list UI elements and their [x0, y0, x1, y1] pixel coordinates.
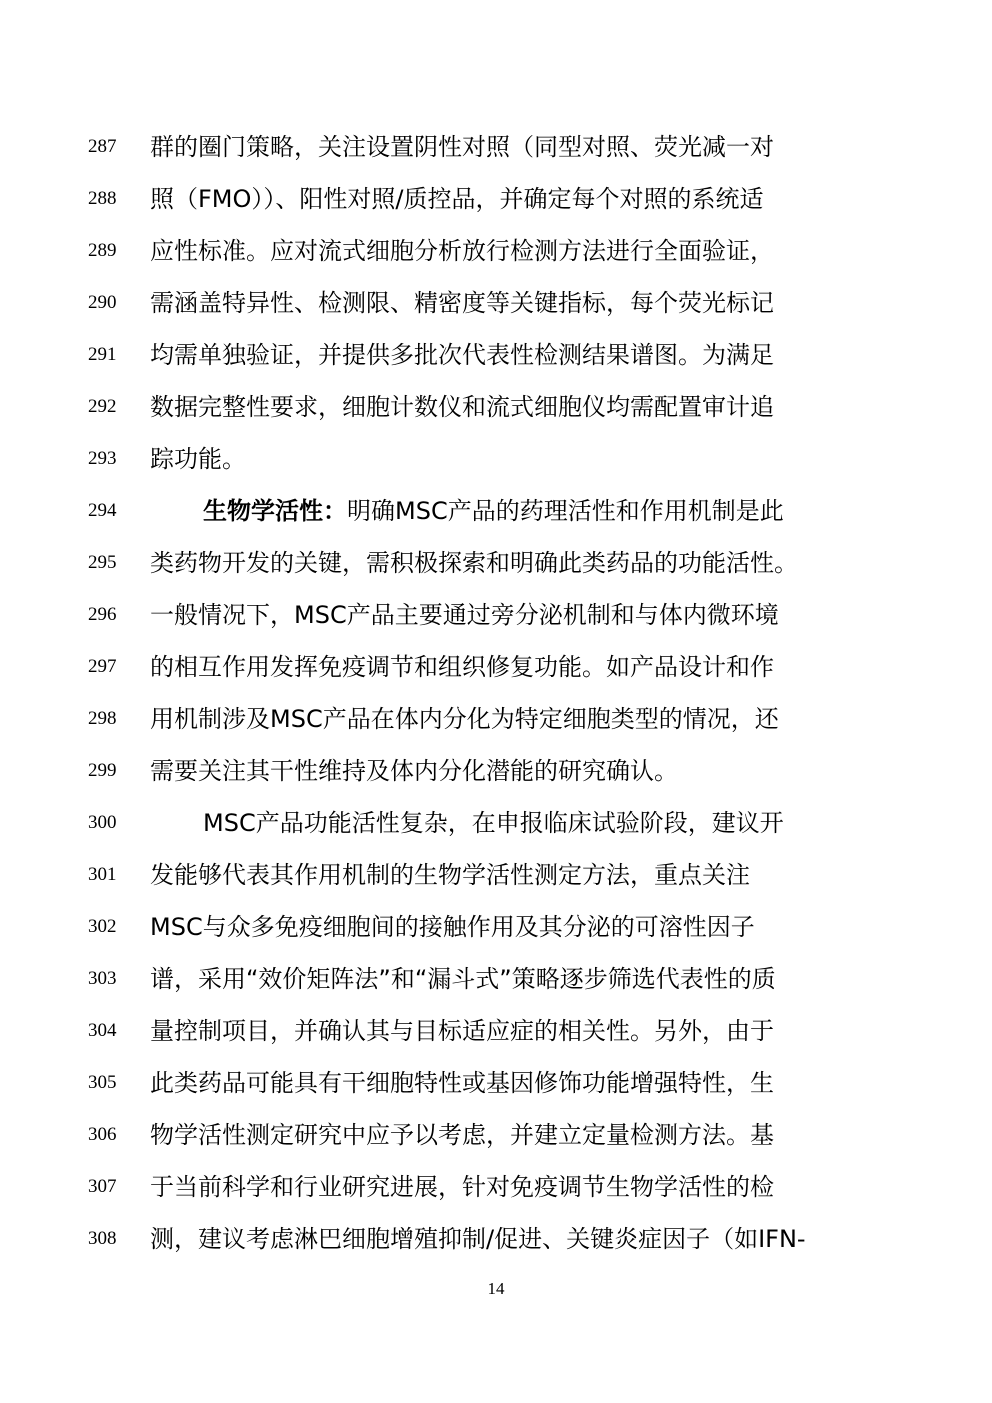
line-text: 于当前科学和行业研究进展，针对免疫调节生物学活性的检 [150, 1173, 774, 1201]
line-number: 301 [88, 864, 117, 885]
line-text: 踪功能。 [150, 445, 246, 473]
line-number: 305 [88, 1072, 117, 1093]
line-text: 需要关注其干性维持及体内分化潜能的研究确认。 [150, 757, 678, 785]
line-text: 需涵盖特异性、检测限、精密度等关键指标，每个荧光标记 [150, 289, 774, 317]
line-number: 296 [88, 604, 117, 625]
line-text: 量控制项目，并确认其与目标适应症的相关性。另外，由于 [150, 1017, 774, 1045]
text-line [0, 433, 992, 485]
text-line [0, 485, 992, 537]
text-line [0, 277, 992, 329]
line-number: 292 [88, 396, 117, 417]
line-number: 306 [88, 1124, 117, 1145]
line-text: 谱，采用“效价矩阵法”和“漏斗式”策略逐步筛选代表性的质 [150, 965, 776, 993]
line-number: 304 [88, 1020, 117, 1041]
line-text: 照（FMO））、阳性对照/质控品，并确定每个对照的系统适 [150, 185, 764, 213]
line-number: 302 [88, 916, 117, 937]
line-number: 295 [88, 552, 117, 573]
text-line [0, 1109, 992, 1161]
line-number: 308 [88, 1228, 117, 1249]
text-line [0, 641, 992, 693]
line-number: 288 [88, 188, 117, 209]
line-text: 数据完整性要求，细胞计数仪和流式细胞仪均需配置审计追 [150, 393, 774, 421]
line-text: 发能够代表其作用机制的生物学活性测定方法，重点关注 [150, 861, 750, 889]
line-text: 的相互作用发挥免疫调节和组织修复功能。如产品设计和作 [150, 653, 774, 681]
line-text: 类药物开发的关键，需积极探索和明确此类药品的功能活性。 [150, 549, 798, 577]
page-number: 14 [487, 1279, 505, 1298]
paragraph-start [150, 485, 845, 537]
text-line [0, 849, 992, 901]
text-line [0, 797, 992, 849]
text-line [0, 693, 992, 745]
line-text: 群的圈门策略，关注设置阴性对照（同型对照、荧光减一对 [150, 133, 774, 161]
text-line [0, 1005, 992, 1057]
line-number: 291 [88, 344, 117, 365]
text-line [0, 1057, 992, 1109]
text-line [0, 225, 992, 277]
line-number: 298 [88, 708, 117, 729]
text-line [0, 589, 992, 641]
text-line [0, 173, 992, 225]
line-text: 物学活性测定研究中应予以考虑，并建立定量检测方法。基 [150, 1121, 774, 1149]
line-text: 均需单独验证，并提供多批次代表性检测结果谱图。为满足 [150, 341, 774, 369]
line-number: 307 [88, 1176, 117, 1197]
line-text: 测，建议考虑淋巴细胞增殖抑制/促进、关键炎症因子（如IFN- [150, 1225, 806, 1253]
line-number: 303 [88, 968, 117, 989]
line-text: 用机制涉及MSC产品在体内分化为特定细胞类型的情况，还 [150, 705, 779, 733]
text-line [0, 537, 992, 589]
line-text: 明确MSC产品的药理活性和作用机制是此 [347, 497, 784, 525]
text-line [0, 1213, 992, 1265]
text-line [0, 745, 992, 797]
text-line [0, 1161, 992, 1213]
text-line [0, 121, 992, 173]
section-heading: 生物学活性： [203, 497, 347, 525]
line-number: 290 [88, 292, 117, 313]
line-number: 299 [88, 760, 117, 781]
line-text: MSC与众多免疫细胞间的接触作用及其分泌的可溶性因子 [150, 913, 755, 941]
text-line [0, 901, 992, 953]
line-number: 300 [88, 812, 117, 833]
line-text: 一般情况下，MSC产品主要通过旁分泌机制和与体内微环境 [150, 601, 779, 629]
text-line [0, 381, 992, 433]
line-number: 294 [88, 500, 117, 521]
line-number: 297 [88, 656, 117, 677]
line-text: MSC产品功能活性复杂，在申报临床试验阶段，建议开 [203, 809, 784, 837]
text-line [0, 329, 992, 381]
line-number: 289 [88, 240, 117, 261]
line-text: 此类药品可能具有干细胞特性或基因修饰功能增强特性，生 [150, 1069, 774, 1097]
line-number: 293 [88, 448, 117, 469]
line-number: 287 [88, 136, 117, 157]
line-text: 应性标准。应对流式细胞分析放行检测方法进行全面验证， [150, 237, 774, 265]
text-line [0, 953, 992, 1005]
